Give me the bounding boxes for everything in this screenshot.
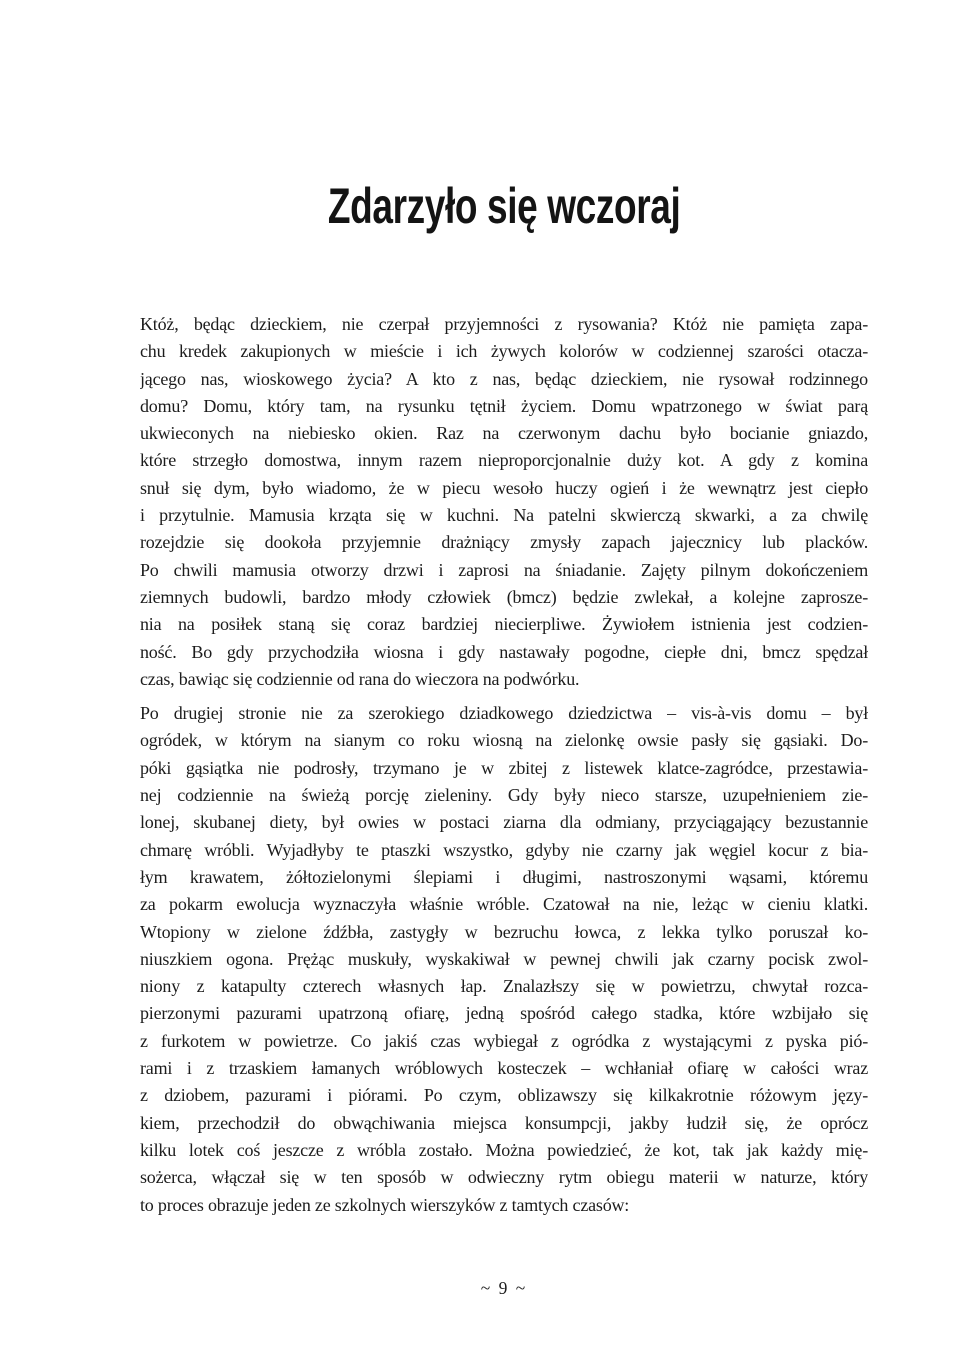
text-line: kiem, przechodził do obwąchiwania miejsca konsumpcji, jakby łudził się, że oprócz — [140, 1112, 868, 1133]
text-line: lonej, skubanej diety, był owies w postaci ziarna dla odmiany, przyciągający bezustannie — [140, 812, 868, 833]
text-line: łym krawatem, żółtozielonymi ślepiami i długimi, nastroszonymi wąsami, któremu — [140, 866, 868, 887]
text-line: za pokarm ewolucja wyznaczyła właśnie wróble. Czatował na nie, leżąc w cieniu klatki. — [140, 894, 868, 915]
text-line: ność. Bo gdy przychodziła wiosna i gdy nastawały pogodne, ciepłe dni, bmcz spędzał — [140, 641, 868, 662]
text-line: nia na posiłek staną się coraz bardziej niecierpliwe. Żywiołem istnienia jest codzien- — [140, 614, 868, 635]
text-line: chu kredek zakupionych w mieście i ich żywych kolorów w codziennej szarości otacza- — [140, 341, 868, 362]
text-line: rozejdzie się dookoła przyjemnie drażniący zmysły zapach jajecznicy lub placków. — [140, 532, 868, 553]
text-line: ukwieconych na niebiesko okien. Raz na czerwonym dachu było bocianie gniazdo, — [140, 423, 868, 444]
text-line: to proces obrazuje jeden ze szkolnych wierszyków z tamtych czasów: — [140, 1194, 630, 1215]
text-line: ziemnych budowli, bardzo młody człowiek (bmcz) będzie zwlekał, a kolejne zaprosze- — [140, 586, 868, 607]
text-line: które strzegło domostwa, innym razem nieproporcjonalnie duży kot. A gdy z komina — [140, 450, 868, 471]
page-title — [140, 178, 868, 234]
text-line: rami i z trzaskiem łamanych wróblowych kosteczek – wchłaniał ofiarę w całości wraz — [140, 1058, 868, 1079]
text-line: Któż, będąc dzieckiem, nie czerpał przyjemności z rysowania? Któż nie pamięta zapa- — [140, 314, 868, 334]
text-line: ogródek, w którym na sianym co roku wiosną na zielonkę owsie pasły się gąsiaki. Do- — [140, 730, 868, 751]
text-line: jącego nas, wioskowego życia? A kto z nas, będąc dzieckiem, nie rysował rodzinnego — [140, 368, 868, 389]
body-text — [140, 311, 868, 1219]
text-line: i przytulnie. Mamusia krząta się w kuchni. Na patelni skwierczą skwarki, a za chwilę — [140, 505, 868, 526]
text-line: póki gąsiątka nie podrosły, trzymano je w zbitej z listewek klatce-zagródce, przestawia- — [140, 757, 868, 778]
text-line: pierzonymi pazurami upatrzoną ofiarę, jedną spośród całego stadka, które wzbijało się — [140, 1003, 868, 1024]
paragraph — [140, 311, 868, 693]
text-line: chmarę wróbli. Wyjadłyby te ptaszki wszystko, gdyby nie czarny jak węgiel kocur z bia- — [140, 839, 868, 860]
text-line: snuł się dym, było wiadomo, że w piecu wesoło huczy ogień i że wewnątrz jest ciepło — [140, 477, 868, 498]
paragraph — [140, 700, 868, 1219]
text-line: Po drugiej stronie nie za szerokiego dziadkowego dziedzictwa – vis-à-vis domu – był — [140, 703, 868, 724]
text-line: sożerca, włączał się w ten sposób w odwieczny rytm obiegu materii w naturze, który — [140, 1167, 868, 1188]
text-line: kilku lotek coś jeszcze z wróbla zostało. Można powiedzieć, że kot, tak jak każdy mię- — [140, 1139, 868, 1160]
text-line: z dziobem, pazurami i piórami. Po czym, oblizawszy się kilkakrotnie różowym języ- — [140, 1085, 868, 1106]
text-line: niuszkiem ogona. Prężąc muskuły, wyskakiwał w pewnej chwili jak czarny pocisk zwol- — [140, 948, 868, 969]
text-line: Po chwili mamusia otworzy drzwi i zaprosi na śniadanie. Zajęty pilnym dokończeniem — [140, 559, 868, 580]
page-title-text: Zdarzyło się wczoraj — [327, 178, 681, 234]
text-line: nej codziennie na świeżą porcję zieleniny. Gdy były nieco starsze, uzupełnieniem zie- — [140, 785, 868, 806]
text-line: domu? Domu, który tam, na rysunku tętnił życiem. Domu wpatrzonego w świat parą — [140, 395, 868, 416]
text-line: z furkotem w powietrze. Co jakiś czas wybiegał z ogródka z wystającymi z pyska pió- — [140, 1030, 868, 1051]
page-number: ~ 9 ~ — [480, 1278, 528, 1298]
text-line: niony z katapulty czterech własnych łap. Znalazłszy się w powietrzu, chwytał rozca- — [140, 976, 868, 997]
text-line: Wtopiony w zielone źdźbła, zastygły w bezruchu łowca, z lekka tylko poruszał ko- — [140, 921, 868, 942]
text-line: czas, bawiąc się codziennie od rana do wieczora na podwórku. — [140, 668, 580, 689]
